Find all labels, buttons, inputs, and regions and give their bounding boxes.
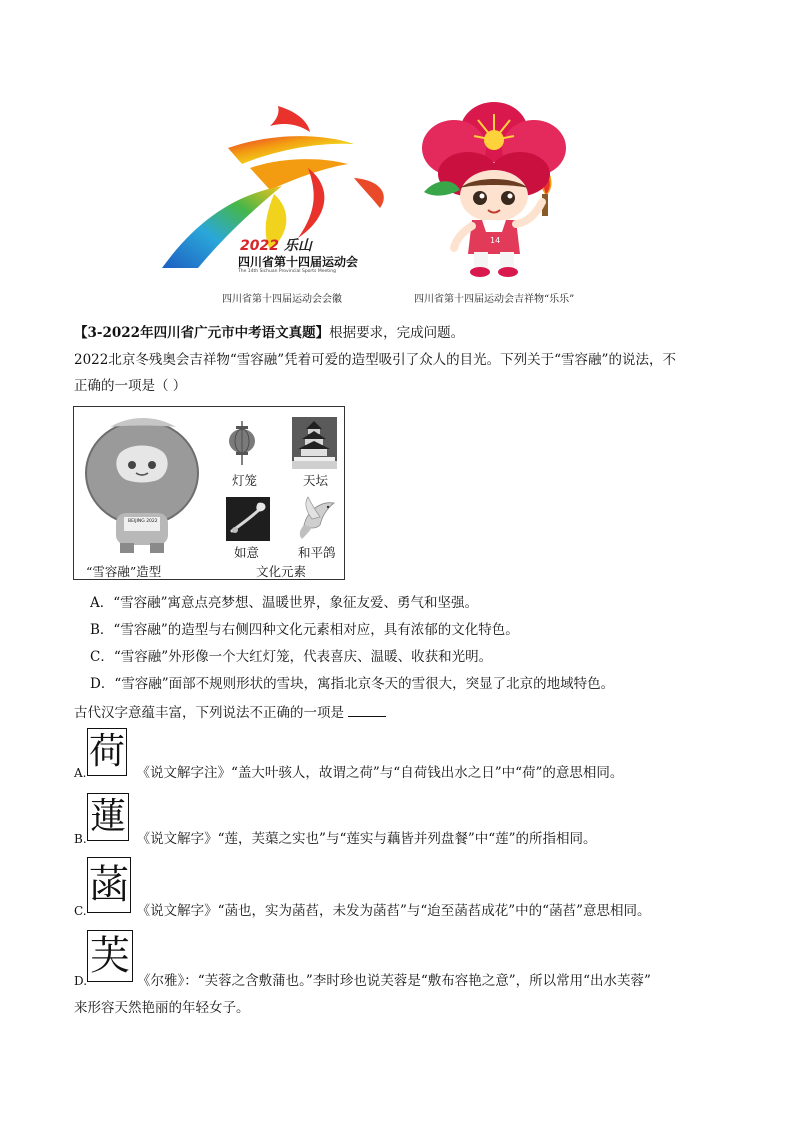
sports-mascot [414, 92, 574, 278]
seal-glyph-fu-text: 芙 [90, 933, 130, 979]
question1-line2: 正确的一项是（ ） [74, 378, 187, 394]
q2-option-c-text: 《说文解字》“菡也，实为菡萏，未发为菡萏”与“迨至菡萏成花”中的“菡萏”意思相同。 [136, 903, 651, 919]
sports-emblem [158, 98, 398, 278]
element-label-dove: 和平鸽 [298, 545, 336, 560]
q2-option-a-letter: A. [74, 766, 87, 780]
q1-option-a[interactable]: A．“雪容融”寓意点亮梦想、温暖世界，象征友爱、勇气和坚强。 [90, 595, 479, 611]
question-source: 【3-2022年四川省广元市中考语文真题】 [74, 325, 330, 341]
seal-glyph-lian-text: 蓮 [89, 796, 126, 837]
element-label-ruyi: 如意 [234, 545, 260, 560]
q2-option-d-letter: D. [74, 974, 88, 988]
figure-label-mascot: “雪容融”造型 [86, 564, 162, 579]
q2-option-a[interactable] [74, 760, 623, 786]
q1-option-c[interactable]: C．“雪容融”外形像一个大红灯笼，代表喜庆、温暖、收获和光明。 [90, 649, 493, 665]
q2-option-b-letter: B. [74, 832, 87, 846]
answer-blank[interactable] [348, 704, 386, 717]
q2-option-b-text: 《说文解字》“莲，芙蕖之实也”与“莲实与藕皆并列盘餐”中“莲”的所指相同。 [136, 831, 597, 847]
question2-text: 古代汉字意蕴丰富，下列说法不正确的一项是 [74, 705, 344, 721]
emblem-caption: 四川省第十四届运动会会徽 [222, 294, 342, 305]
emblem-year: 2022 [240, 238, 279, 254]
xuerongrong-illustration [80, 413, 204, 555]
q2-option-d[interactable] [74, 968, 651, 994]
q2-option-b[interactable] [74, 826, 597, 852]
question2-prompt [74, 700, 386, 726]
element-label-lantern: 灯笼 [232, 473, 258, 488]
mascot-number: 14 [490, 236, 501, 245]
q2-option-c[interactable] [74, 898, 651, 924]
element-label-temple: 天坛 [303, 473, 329, 488]
q2-option-a-text: 《说文解字注》“盖大叶骇人，故谓之荷”与“自荷钱出水之日”中“荷”的意思相同。 [136, 765, 624, 781]
q2-option-d-continued: 来形容天然艳丽的年轻女子。 [74, 1000, 250, 1016]
mascot-figure [73, 406, 345, 580]
ruyi-icon [226, 497, 270, 541]
emblem-city: 乐山 [283, 238, 312, 254]
temple-of-heaven-icon [292, 417, 337, 469]
question-heading [74, 320, 464, 346]
q2-option-d-text: 《尔雅》：“芙蓉之含敷蒲也。”李时珍也说芙蓉是“敷布容艳之意”，所以常用“出水芙蓉” [137, 973, 651, 989]
mascot-leile-graphic [414, 92, 574, 278]
lantern-icon [226, 421, 258, 467]
seal-glyph-han-text: 菡 [89, 862, 129, 908]
q1-option-b[interactable]: B．“雪容融”的造型与右侧四种文化元素相对应，具有浓郁的文化特色。 [90, 622, 519, 638]
figure-label-elements: 文化元素 [256, 564, 307, 579]
mascot-caption: 四川省第十四届运动会吉祥物“乐乐” [414, 294, 575, 305]
seal-glyph-he-text: 荷 [88, 731, 125, 772]
question-instruction: 根据要求，完成问题。 [329, 325, 465, 341]
emblem-subtitle-en: The 14th Sichuan Provincial Sports Meeting [238, 269, 336, 274]
peace-dove-icon [296, 495, 338, 543]
question1-line1: 2022北京冬残奥会吉祥物“雪容融”凭着可爱的造型吸引了众人的目光。下列关于“雪容融”的说法，不 [74, 352, 676, 368]
q2-option-c-letter: C. [74, 904, 87, 918]
emblem-title: 四川省第十四届运动会 [238, 255, 359, 269]
q1-option-d[interactable]: D．“雪容融”面部不规则形状的雪块，寓指北京冬天的雪很大，突显了北京的地域特色。 [90, 676, 615, 692]
mascot-badge: BEIJING 2022 [128, 519, 158, 524]
